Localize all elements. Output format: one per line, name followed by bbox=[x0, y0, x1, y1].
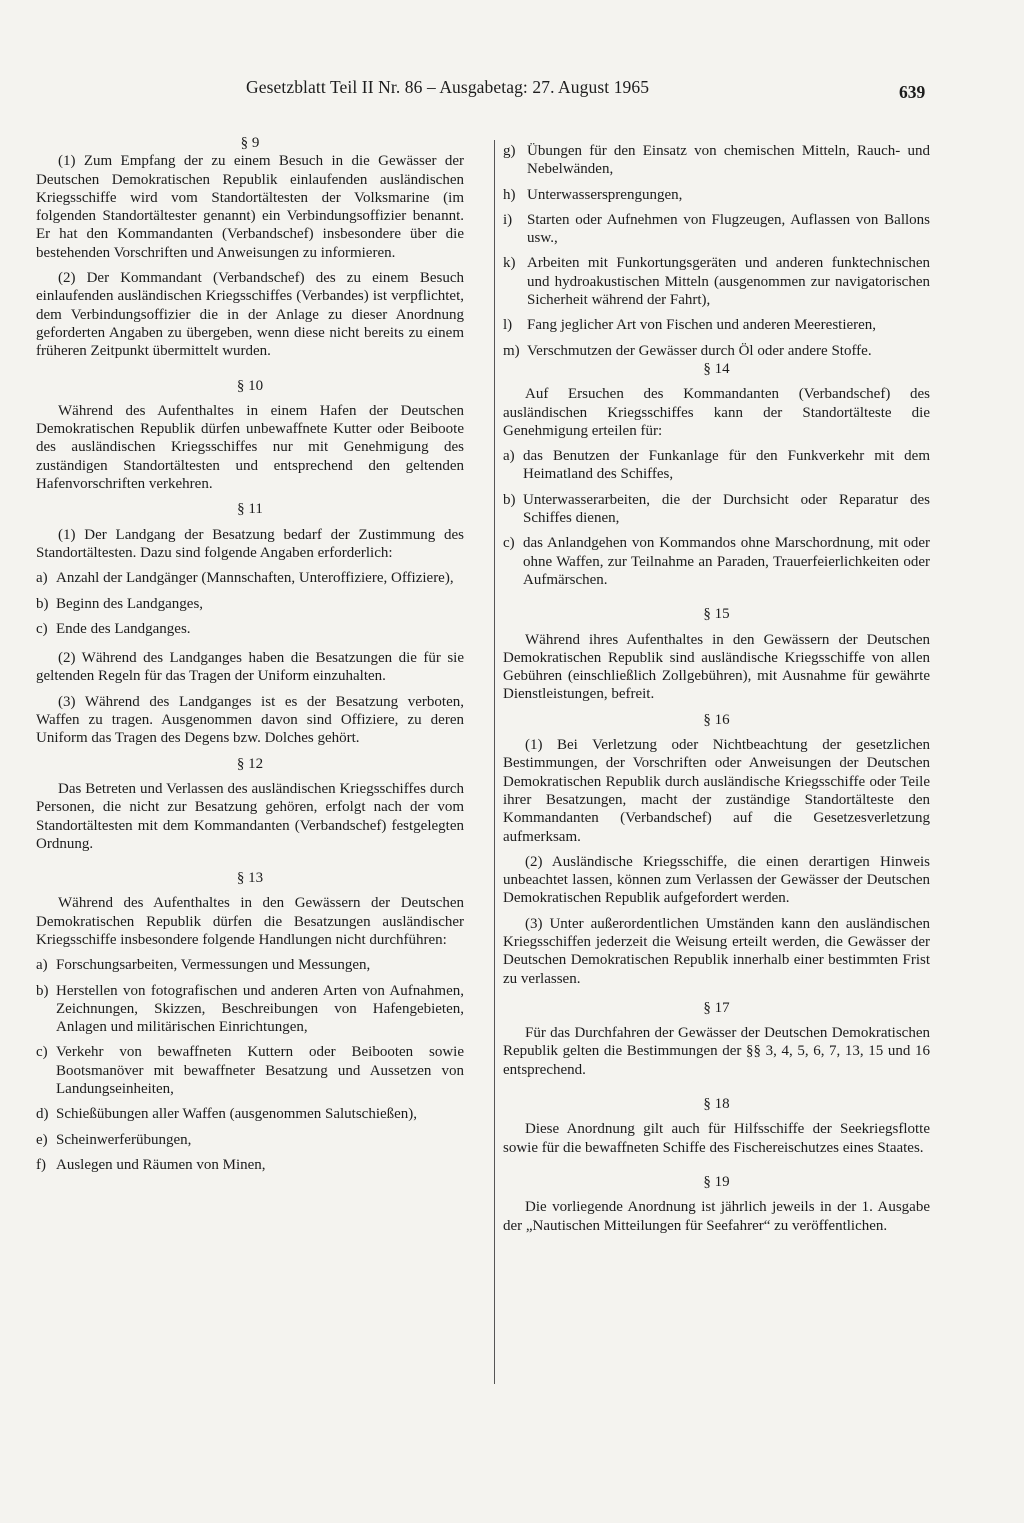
page-number: 639 bbox=[899, 82, 926, 102]
paragraph: (3) Unter außerordentlichen Umständen kann den ausländischen Kriegsschiffen jederzeit die Weisung erteilt werden, die Gewässer der Deutschen Demokratischen Republik innerhalb einer bestimmten Frist zu verlassen. bbox=[503, 915, 930, 987]
paragraph: Die vorliegende Anordnung ist jährlich jeweils in der 1. Ausgabe der „Nautischen Mitteilungen für Seefahrer“ zu veröffentlichen. bbox=[503, 1199, 930, 1234]
paragraph: Während ihres Aufenthaltes in den Gewässern der Deutschen Demokratischen Republik sind ausländische Kriegsschiffe von allen Gebühren (einschließlich Zollgebühren), mit Ausnahme für gewährte Dienstleistungen, befreit. bbox=[503, 631, 930, 703]
list bbox=[503, 447, 930, 589]
list-item: k) Arbeiten mit Funkortungsgeräten und anderen funktechnischen und hydroakustischen Mitteln (ausgenommen zur navigatorischen Sicherheit während der Fahrt), bbox=[503, 255, 930, 309]
paragraph: Während des Aufenthaltes in den Gewässern der Deutschen Demokratischen Republik dürfen die Besatzungen ausländischer Kriegsschiffe insbesondere folgende Handlungen nicht durchführen: bbox=[36, 895, 464, 948]
list bbox=[503, 142, 930, 360]
section-heading: § 14 bbox=[703, 360, 730, 377]
section-heading: § 13 bbox=[236, 870, 264, 887]
list-item: b) Herstellen von fotografischen und anderen Arten von Aufnahmen, Zeichnungen, Skizzen, Beschreibungen von Hafengebieten, Anlagen und militärischen Einrichtungen, bbox=[36, 982, 464, 1036]
paragraph: Auf Ersuchen des Kommandanten (Verbandschef) des ausländischen Kriegsschiffes kann der Standortälteste die Genehmigung erteilen für: bbox=[503, 386, 930, 439]
paragraph: (1) Bei Verletzung oder Nichtbeachtung der gesetzlichen Bestimmungen, der Vorschriften oder Anweisungen der Deutschen Demokratischen Republik durch ausländische Kriegsschiffe oder Teile ihrer Besatzungen, macht der zuständige Standortälteste den Kommandanten (Verbandschef) auf die Gesetzesverletzung aufmerksam. bbox=[503, 737, 930, 845]
column-divider bbox=[494, 140, 495, 1384]
list-item: c) das Anlandgehen von Kommandos ohne Marschordnung, mit oder ohne Waffen, zur Teilnahme an Paraden, Trauerfeierlichkeiten oder Aufmärschen. bbox=[503, 535, 930, 588]
paragraph: (1) Zum Empfang der zu einem Besuch in die Gewässer der Deutschen Demokratischen Republik einlaufenden ausländischen Kriegsschiffe wird vom Standortältesten der Volksmarine (im folgenden Standortältester genannt) ein Verbindungsoffizier benannt. Er hat den Kommandanten (Verbandschef) insbesondere über die bestehenden Vorschriften und Anweisungen zu informieren. bbox=[36, 153, 464, 261]
paragraph: (2) Der Kommandant (Verbandschef) des zu einem Besuch einlaufenden ausländischen Kriegsschiffes (Verbandes) ist verpflichtet, dem Verbindungsoffizier die in der Anlage zu dieser Anordnung geforderten Angaben zu übergeben, wenn diese nicht bereits zu einem früheren Zeitpunkt übermittelt wurden. bbox=[36, 270, 464, 360]
paragraph: Für das Durchfahren der Gewässer der Deutschen Demokratischen Republik gelten die Bestimmungen der §§ 3, 4, 5, 6, 7, 13, 15 und 16 entsprechend. bbox=[503, 1025, 930, 1078]
paragraph: Diese Anordnung gilt auch für Hilfsschiffe der Seekriegsflotte sowie für die bewaffneten Schiffe des Fischereischutzes eines Staates. bbox=[503, 1121, 930, 1156]
list-item: b) Beginn des Landganges, bbox=[36, 595, 204, 612]
paragraph: (2) Ausländische Kriegsschiffe, die einen derartigen Hinweis unbeachtet lassen, können zum Verlassen der Gewässer der Deutschen Demokratischen Republik aufgefordert werden. bbox=[503, 853, 930, 907]
right-column bbox=[503, 142, 930, 1235]
paragraph: (2) Während des Landganges haben die Besatzungen die für sie geltenden Regeln für das Tragen der Uniform einzuhalten. bbox=[36, 650, 464, 685]
list-item: i) Starten oder Aufnehmen von Flugzeugen, Auflassen von Ballons usw., bbox=[503, 211, 930, 247]
list bbox=[36, 956, 464, 1174]
page-header bbox=[0, 74, 1024, 104]
list-item: a) Anzahl der Landgänger (Mannschaften, Unteroffiziere, Offiziere), bbox=[36, 570, 454, 587]
list-item: m) Verschmutzen der Gewässer durch Öl oder andere Stoffe. bbox=[503, 342, 872, 359]
header-title: Gesetzblatt Teil II Nr. 86 – Ausgabetag: 27. August 1965 bbox=[246, 77, 650, 97]
list bbox=[36, 569, 464, 638]
list-item: c) Ende des Landganges. bbox=[36, 620, 191, 637]
list-item: a) Forschungsarbeiten, Vermessungen und Messungen, bbox=[36, 957, 371, 974]
paragraph: Das Betreten und Verlassen des ausländischen Kriegsschiffes durch Personen, die nicht zur Besatzung gehören, erfolgt nach der vom Standortältesten mit dem Kommandanten (Verbandschef) festgelegten Ordnung. bbox=[36, 780, 464, 852]
section-heading: § 19 bbox=[703, 1173, 730, 1190]
section-heading: § 15 bbox=[703, 606, 730, 623]
paragraph: (1) Der Landgang der Besatzung bedarf der Zustimmung des Standortältesten. Dazu sind folgende Angaben erforderlich: bbox=[36, 526, 464, 561]
section-heading: § 18 bbox=[703, 1096, 730, 1113]
section-heading: § 9 bbox=[240, 135, 260, 151]
paragraph: Während des Aufenthaltes in einem Hafen der Deutschen Demokratischen Republik dürfen unbewaffnete Kutter oder Beiboote des ausländischen Kriegsschiffes nur mit Genehmigung des zuständigen Standortältesten und entsprechend den geltenden Hafenvorschriften verkehren. bbox=[36, 402, 464, 493]
list-item: b) Unterwasserarbeiten, die der Durchsicht oder Reparatur des Schiffes dienen, bbox=[503, 491, 930, 527]
list-item: d) Schießübungen aller Waffen (ausgenommen Salutschießen), bbox=[36, 1106, 418, 1123]
list-item: a) das Benutzen der Funkanlage für den Funkverkehr mit dem Heimatland des Schiffes, bbox=[503, 448, 930, 483]
list-item: l) Fang jeglicher Art von Fischen und anderen Meerestieren, bbox=[503, 317, 877, 334]
list-item: f) Auslegen und Räumen von Minen, bbox=[36, 1156, 266, 1173]
section-heading: § 12 bbox=[236, 755, 264, 772]
list-item: h) Unterwassersprengungen, bbox=[503, 186, 683, 203]
left-column bbox=[36, 134, 464, 1174]
section-heading: § 17 bbox=[703, 999, 730, 1016]
list-item: c) Verkehr von bewaffneten Kuttern oder Beibooten sowie Bootsmanöver mit bewaffneter Besatzung und Aussetzen von Landungseinheiten, bbox=[36, 1044, 464, 1098]
section-heading: § 10 bbox=[236, 377, 264, 394]
section-heading: § 16 bbox=[703, 711, 730, 728]
section-heading: § 11 bbox=[237, 501, 263, 518]
list-item: g) Übungen für den Einsatz von chemischen Mitteln, Rauch- und Nebelwänden, bbox=[503, 143, 930, 178]
list-item: e) Scheinwerferübungen, bbox=[36, 1131, 192, 1148]
paragraph: (3) Während des Landganges ist es der Besatzung verboten, Waffen zu tragen. Ausgenommen davon sind Offiziere, zu deren Uniform das Tragen des Degens bzw. Dolches gehört. bbox=[36, 693, 464, 747]
